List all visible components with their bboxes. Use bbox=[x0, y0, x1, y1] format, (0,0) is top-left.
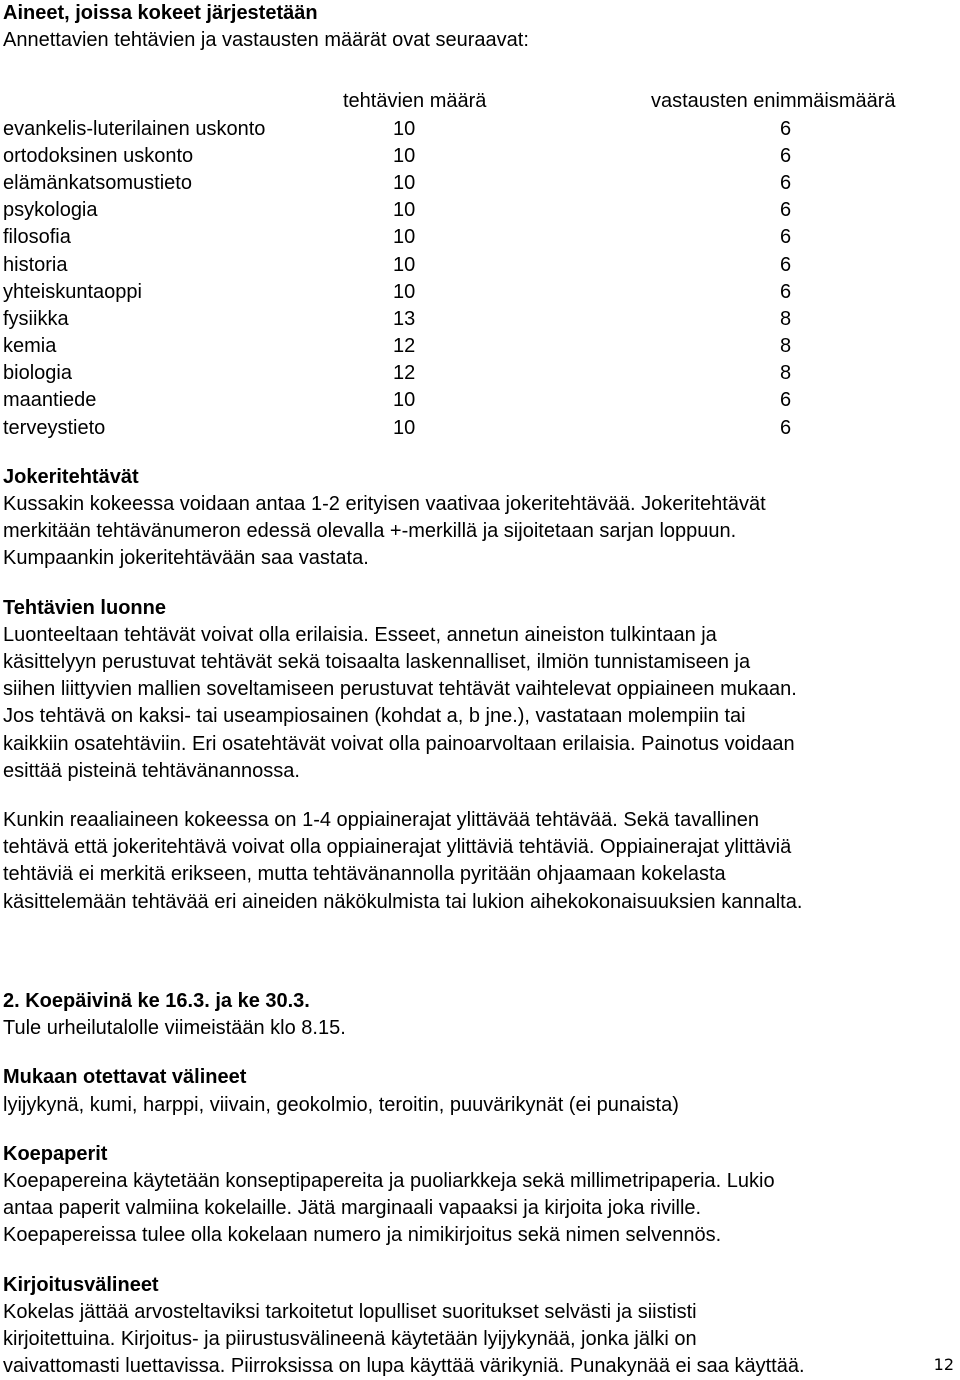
table-row bbox=[3, 279, 957, 306]
paragraph-line: esittää pisteinä tehtävänannossa. bbox=[3, 759, 300, 782]
paragraph-line: kaikkiin osatehtäviin. Eri osatehtävät voivat olla painoarvoltaan erilaisia. Painotus voidaan bbox=[3, 732, 795, 755]
table-row bbox=[3, 360, 957, 387]
table-body bbox=[3, 116, 957, 442]
task-count: 10 bbox=[393, 253, 416, 276]
max-answers: 6 bbox=[780, 199, 792, 222]
column-header-tasks: tehtävien määrä bbox=[343, 90, 487, 113]
max-answers: 6 bbox=[780, 253, 792, 276]
subject-name: historia bbox=[3, 253, 68, 276]
max-answers: 6 bbox=[780, 117, 792, 140]
table-row bbox=[3, 306, 957, 333]
subject-name: biologia bbox=[3, 362, 72, 385]
paragraph-line: Jos tehtävä on kaksi- tai useampiosainen (kohdat a, b jne.), vastataan molempiin tai bbox=[3, 705, 746, 728]
section-title-koepaperit: Koepaperit bbox=[3, 1142, 108, 1165]
table-row bbox=[3, 143, 957, 170]
paragraph-line: Kunkin reaaliaineen kokeessa on 1-4 oppiainerajat ylittävää tehtävää. Sekä tavallinen bbox=[3, 809, 760, 832]
task-count: 10 bbox=[393, 144, 416, 167]
subject-name: kemia bbox=[3, 335, 57, 358]
max-answers: 6 bbox=[780, 144, 792, 167]
task-count: 10 bbox=[393, 199, 416, 222]
paragraph-line: lyijykynä, kumi, harppi, viivain, geokolmio, teroitin, puuvärikynät (ei punaista) bbox=[3, 1093, 679, 1116]
paragraph-line: merkitään tehtävänumeron edessä olevalla +-merkillä ja sijoitetaan sarjan loppuun. bbox=[3, 520, 737, 543]
table-row bbox=[3, 224, 957, 251]
section-title-valineet: Mukaan otettavat välineet bbox=[3, 1066, 247, 1089]
table-row bbox=[3, 170, 957, 197]
section-title-kirjoitusvalineet: Kirjoitusvälineet bbox=[3, 1273, 159, 1296]
task-count: 10 bbox=[393, 389, 416, 412]
subject-name: maantiede bbox=[3, 389, 97, 412]
task-count: 10 bbox=[393, 280, 416, 303]
task-count: 10 bbox=[393, 171, 416, 194]
paragraph-line: vaivattomasti luettavissa. Piirroksissa on lupa käyttää värikyniä. Punakynää ei saa käyttää. bbox=[3, 1355, 805, 1378]
task-count: 10 bbox=[393, 117, 416, 140]
table-row bbox=[3, 252, 957, 279]
subject-table bbox=[3, 88, 957, 441]
column-header-max-answers: vastausten enimmäismäärä bbox=[651, 90, 896, 113]
paragraph-line: käsittelemään tehtävää eri aineiden näkökulmista tai lukion aihekokonaisuuksien kannalta. bbox=[3, 890, 803, 913]
paragraph-line: kirjoitettuina. Kirjoitus- ja piirustusvälineenä käytetään lyijykynää, jonka jälki on bbox=[3, 1327, 697, 1350]
paragraph-line: antaa paperit valmiina kokelaille. Jätä marginaali vapaaksi ja kirjoita joka riville. bbox=[3, 1197, 702, 1220]
max-answers: 6 bbox=[780, 226, 792, 249]
table-row bbox=[3, 197, 957, 224]
task-count: 13 bbox=[393, 307, 416, 330]
paragraph-line: Koepapereina käytetään konseptipapereita ja puoliarkkeja sekä millimetripaperia. Lukio bbox=[3, 1169, 775, 1192]
table-row bbox=[3, 333, 957, 360]
task-count: 10 bbox=[393, 226, 416, 249]
section-title-koepaivat: 2. Koepäivinä ke 16.3. ja ke 30.3. bbox=[3, 989, 310, 1012]
table-row bbox=[3, 387, 957, 414]
subject-name: ortodoksinen uskonto bbox=[3, 144, 194, 167]
subject-name: elämänkatsomustieto bbox=[3, 171, 192, 194]
table-header-row bbox=[3, 88, 957, 115]
task-count: 12 bbox=[393, 362, 416, 385]
paragraph-line: Koepapereissa tulee olla kokelaan numero ja nimikirjoitus sekä nimen selvennös. bbox=[3, 1224, 722, 1247]
subject-name: psykologia bbox=[3, 199, 98, 222]
max-answers: 8 bbox=[780, 362, 792, 385]
paragraph-line: Kussakin kokeessa voidaan antaa 1-2 erityisen vaativaa jokeritehtävää. Jokeritehtävät bbox=[3, 493, 766, 516]
task-count: 12 bbox=[393, 335, 416, 358]
page-number: 12 bbox=[933, 1355, 954, 1374]
paragraph-line: Kokelas jättää arvosteltaviksi tarkoitetut lopulliset suoritukset selvästi ja siististi bbox=[3, 1300, 697, 1323]
paragraph-line: Tule urheilutalolle viimeistään klo 8.15. bbox=[3, 1017, 346, 1040]
paragraph-line: käsittelyyn perustuvat tehtävät sekä toisaalta laskennalliset, ilmiön tunnistamiseen ja bbox=[3, 651, 751, 674]
subject-name: terveystieto bbox=[3, 416, 106, 439]
paragraph-line: Kumpaankin jokeritehtävään saa vastata. bbox=[3, 547, 369, 570]
section-title-subjects: Aineet, joissa kokeet järjestetään bbox=[3, 2, 318, 24]
subject-name: evankelis-luterilainen uskonto bbox=[3, 117, 266, 140]
subject-name: fysiikka bbox=[3, 307, 69, 330]
table-row bbox=[3, 415, 957, 442]
max-answers: 6 bbox=[780, 389, 792, 412]
paragraph-line: tehtävä että jokeritehtävä voivat olla oppiainerajat ylittäviä tehtäviä. Oppiainerajat ylittäviä bbox=[3, 836, 792, 859]
paragraph-line: tehtäviä ei merkitä erikseen, mutta tehtävänannolla pyritään ohjaamaan kokelasta bbox=[3, 863, 726, 886]
section-title-jokeri: Jokeritehtävät bbox=[3, 465, 139, 488]
document-page bbox=[3, 0, 957, 1380]
intro-text: Annettavien tehtävien ja vastausten määrät ovat seuraavat: bbox=[3, 29, 529, 52]
max-answers: 8 bbox=[780, 335, 792, 358]
max-answers: 8 bbox=[780, 307, 792, 330]
task-count: 10 bbox=[393, 416, 416, 439]
paragraph-line: Luonteeltaan tehtävät voivat olla erilaisia. Esseet, annetun aineiston tulkintaan ja bbox=[3, 623, 717, 646]
subject-name: filosofia bbox=[3, 226, 71, 249]
subject-name: yhteiskuntaoppi bbox=[3, 280, 142, 303]
max-answers: 6 bbox=[780, 280, 792, 303]
section-title-luonne: Tehtävien luonne bbox=[3, 596, 166, 619]
table-row bbox=[3, 116, 957, 143]
max-answers: 6 bbox=[780, 171, 792, 194]
paragraph-line: siihen liittyvien mallien soveltamiseen perustuvat tehtävät vaihtelevat oppiaineen mukaan. bbox=[3, 678, 797, 701]
max-answers: 6 bbox=[780, 416, 792, 439]
